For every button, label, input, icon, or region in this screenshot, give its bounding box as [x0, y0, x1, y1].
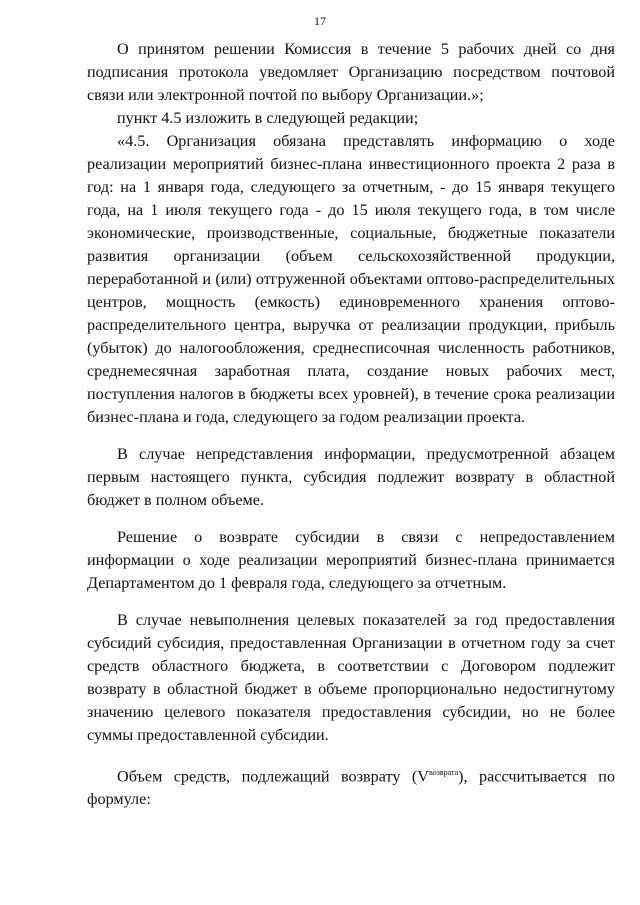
paragraph-clause-4-5: «4.5. Организация обязана представлять информацию о ходе реализации мероприятий бизнес-плана инвестиционного проекта 2 раза в год: на 1 января года, следующего за отчетным, - до 15 января текущего года, на 1 июля текущего года - до 15 июля текущего года, в том числе экономические, производственные, социальные, бюджетные показатели развития организации (объем сельскохозяйственной продукции, переработанной и (или) отгруженной объектами оптово-распределительных центров, мощность (емкость) единовременного хранения оптово-распределительного центра, выручка от реализации продукции, прибыль (убыток) до налогообложения, среднесписочная численность работников, среднемесячная заработная плата, создание новых рабочих мест, поступления налогов в бюджеты всех уровней), в течение срока реализации бизнес-плана и года, следующего за годом реализации проекта.	[87, 132, 615, 426]
paragraph-amend-clause: пункт 4.5 изложить в следующей редакции;	[117, 109, 419, 127]
formula-text-after: ), рассчитывается по формуле:	[87, 767, 615, 809]
paragraph-return-decision: Решение о возврате субсидии в связи с непредоставлением информации о ходе реализации мероприятий бизнес-плана принимается Департаментом до 1 февраля года, следующего за отчетным.	[87, 528, 615, 592]
page-number: 17	[314, 14, 326, 28]
document-body	[87, 38, 615, 811]
paragraph-targets-not-met: В случае невыполнения целевых показателей за год предоставления субсидий субсидия, предоставленная Организации в отчетном году за счет средств областного бюджета, в соответствии с Договором подлежит возврату в областной бюджет в объеме пропорционально недостигнутому значению целевого показателя предоставления субсидии, но не более суммы предоставленной субсидии.	[87, 611, 615, 744]
formula-text-before: Объем средств, подлежащий возврату (	[117, 767, 418, 786]
formula-subscript: возврата	[429, 768, 459, 777]
formula-symbol: V	[417, 767, 429, 786]
paragraph-commission-decision: О принятом решении Комиссия в течение 5 рабочих дней со дня подписания протокола уведомляет Организацию посредством почтовой связи или электронной почтой по выбору Организации.»;	[87, 40, 615, 104]
paragraph-non-submission: В случае непредставления информации, предусмотренной абзацем первым настоящего пункта, субсидия подлежит возврату в областной бюджет в полном объеме.	[87, 445, 615, 509]
paragraph-formula-intro	[87, 761, 615, 811]
